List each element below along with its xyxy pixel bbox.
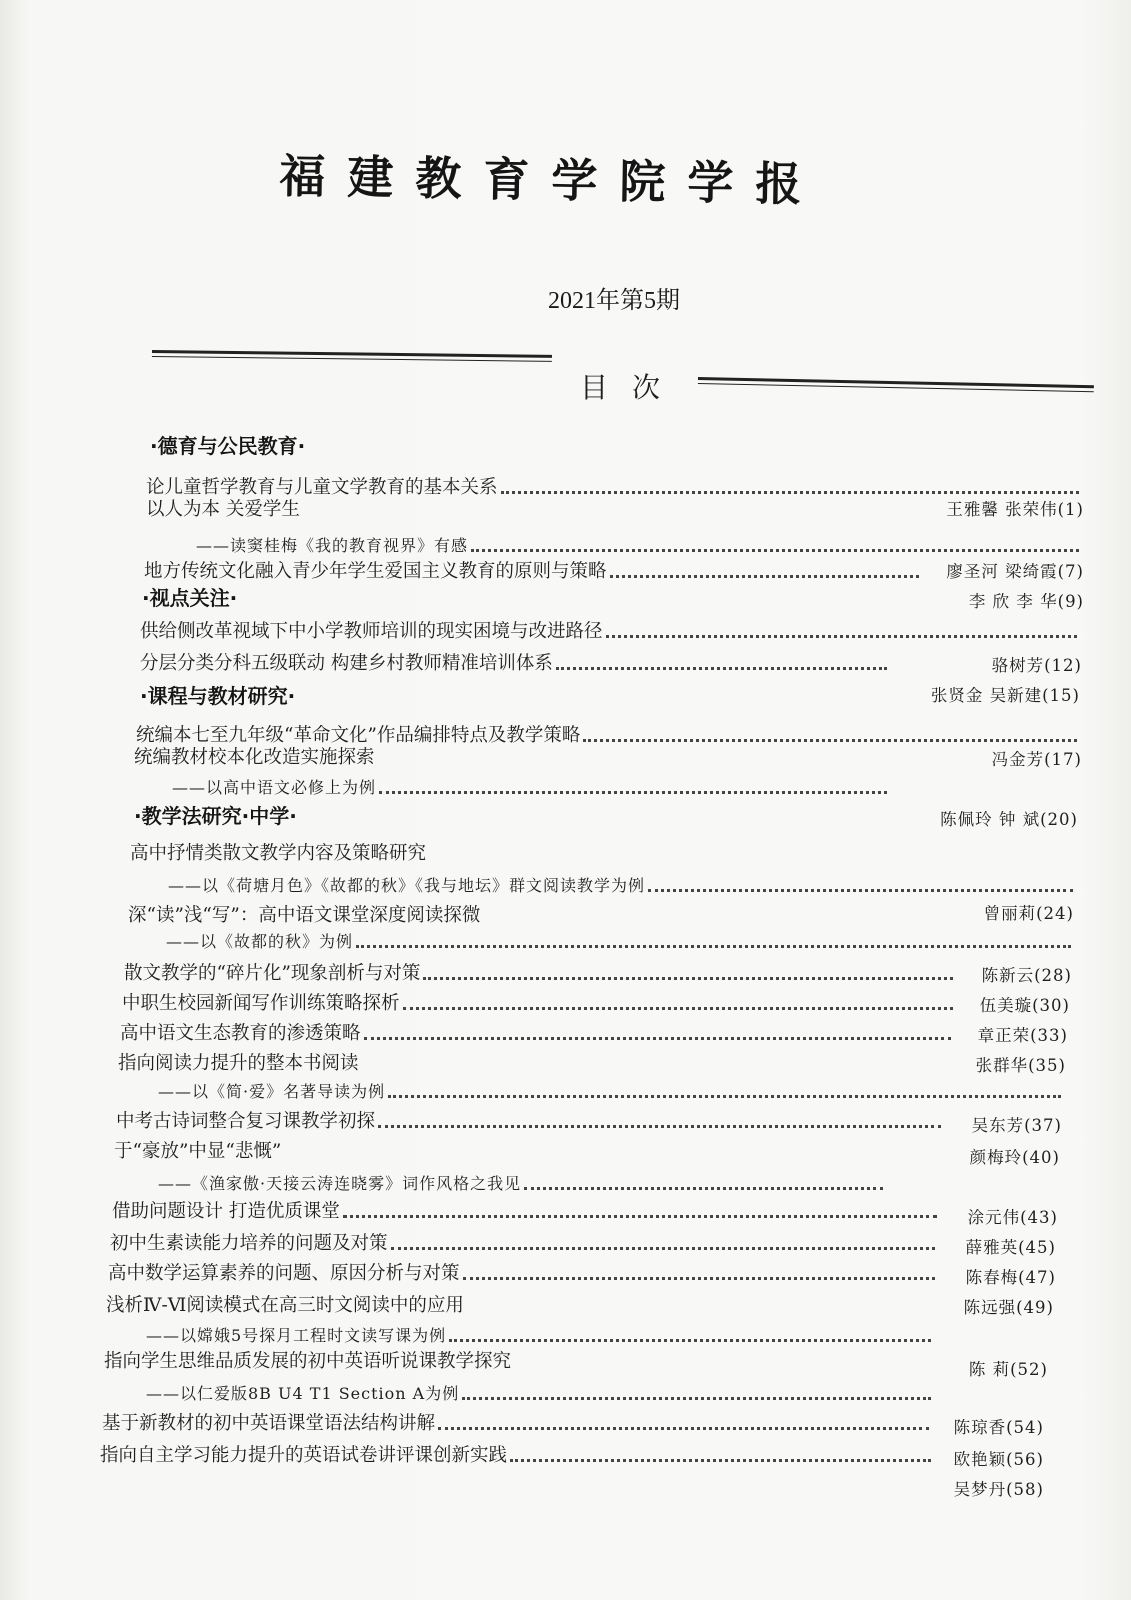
entry-title: 供给侧改革视域下中小学教师培训的现实困境与改进路径 xyxy=(140,621,603,642)
dot-leader xyxy=(510,1459,931,1462)
entry-author: 章正荣(33) xyxy=(977,1026,1068,1045)
dot-leader xyxy=(606,635,1077,638)
toc-entry[interactable] xyxy=(122,992,958,1016)
entry-author: 骆树芳(12) xyxy=(991,656,1082,675)
toc-entry-author xyxy=(140,684,1080,708)
entry-subtitle: ——以嫦娥5号探月工程时文读写课为例 xyxy=(146,1326,447,1345)
entry-author: 陈琼香(54) xyxy=(953,1418,1044,1437)
toc-entry[interactable] xyxy=(140,620,1082,644)
toc-entry[interactable] xyxy=(172,776,892,800)
section-heading: ·教学法研究·中学· xyxy=(134,804,297,828)
dot-leader xyxy=(403,1007,953,1010)
entry-author: 陈佩玲 钟 斌(20) xyxy=(940,810,1078,829)
dot-leader xyxy=(438,1427,929,1430)
entry-title[interactable]: 以人为本 关爱学生 xyxy=(146,499,300,520)
toc-entry[interactable] xyxy=(110,1232,940,1256)
dot-leader xyxy=(462,1397,931,1400)
entry-author: 陈春梅(47) xyxy=(965,1268,1056,1287)
toc-entry[interactable] xyxy=(100,1444,936,1468)
entry-subtitle: ——以《故都的秋》为例 xyxy=(166,932,354,951)
dot-leader xyxy=(388,1095,1061,1098)
toc-entry[interactable] xyxy=(168,874,1078,898)
entry-author: 薛雅英(45) xyxy=(965,1238,1056,1257)
entry-author: 张贤金 吴新建(15) xyxy=(930,686,1080,705)
entry-title: 基于新教材的初中英语课堂语法结构讲解 xyxy=(102,1413,436,1434)
entry-author: 欧艳颖(56) xyxy=(953,1450,1044,1469)
toc-entry[interactable] xyxy=(158,1080,1066,1104)
entry-author: 陈新云(28) xyxy=(981,966,1072,985)
entry-title: 地方传统文化融入青少年学生爱国主义教育的原则与策略 xyxy=(144,561,607,582)
entry-title: 统编本七至九年级“革命文化”作品编排特点及教学策略 xyxy=(136,725,581,746)
entry-author: 颜梅玲(40) xyxy=(969,1148,1060,1167)
toc-entry[interactable] xyxy=(146,1324,936,1348)
entry-author: 廖圣河 梁绮霞(7) xyxy=(946,562,1084,581)
entry-title: 中考古诗词整合复习课教学初探 xyxy=(116,1111,376,1132)
toc-entry[interactable] xyxy=(124,962,958,986)
toc-heading: 目次 xyxy=(580,371,685,404)
toc-entry[interactable] xyxy=(112,1200,942,1224)
toc-entry[interactable] xyxy=(144,560,924,584)
entry-title: 论儿童哲学教育与儿童文学教育的基本关系 xyxy=(146,477,498,498)
toc-entry-author xyxy=(134,808,1078,832)
entry-subtitle: ——《渔家傲·天接云涛连晓雾》词作风格之我见 xyxy=(158,1174,522,1193)
dot-leader xyxy=(610,575,919,578)
entry-author: 吴东芳(37) xyxy=(971,1116,1062,1135)
toc-entry[interactable] xyxy=(108,1262,940,1286)
entry-title: 高中语文生态教育的渗透策略 xyxy=(120,1023,361,1044)
dot-leader xyxy=(391,1247,935,1250)
entry-title[interactable]: 于“豪放”中显“悲慨” xyxy=(114,1141,282,1162)
dot-leader xyxy=(463,1277,935,1280)
heading-rule-right xyxy=(698,377,1094,392)
entry-author: 曾丽莉(24) xyxy=(983,904,1074,923)
dot-leader xyxy=(648,889,1073,892)
toc-entry[interactable] xyxy=(120,1022,956,1046)
toc-entry[interactable] xyxy=(166,930,1076,954)
section-heading: ·德育与公民教育· xyxy=(150,434,306,458)
dot-leader xyxy=(343,1215,937,1218)
toc-entry-author xyxy=(144,590,1084,614)
entry-title: 高中数学运算素养的问题、原因分析与对策 xyxy=(108,1263,460,1284)
entry-title: 散文教学的“碎片化”现象剖析与对策 xyxy=(124,963,421,984)
entry-author: 陈远强(49) xyxy=(963,1298,1054,1317)
entry-author: 王雅馨 张荣伟(1) xyxy=(946,500,1084,519)
dot-leader xyxy=(556,667,887,670)
entry-subtitle: ——读窦桂梅《我的教育视界》有感 xyxy=(196,536,469,555)
toc-entry[interactable] xyxy=(146,476,1084,500)
dot-leader xyxy=(449,1339,931,1342)
section-heading: ·视点关注· xyxy=(142,586,238,610)
dot-leader xyxy=(379,791,887,794)
entry-title: 指向自主学习能力提升的英语试卷讲评课创新实践 xyxy=(100,1445,508,1466)
entry-author: 李 欣 李 华(9) xyxy=(968,592,1084,611)
journal-title: 福建教育学院学报 xyxy=(279,148,824,212)
toc-entry[interactable] xyxy=(116,1110,946,1134)
entry-title[interactable]: 统编教材校本化改造实施探索 xyxy=(134,747,375,768)
dot-leader xyxy=(356,945,1071,948)
entry-title: 分层分类分科五级联动 构建乡村教师精准培训体系 xyxy=(140,653,553,674)
entry-subtitle: ——以《简·爱》名著导读为例 xyxy=(158,1082,386,1101)
entry-author: 涂元伟(43) xyxy=(967,1208,1058,1227)
entry-subtitle: ——以仁爱版8B U4 T1 Section A为例 xyxy=(146,1384,460,1403)
entry-title[interactable]: 深“读”浅“写”：高中语文课堂深度阅读探微 xyxy=(128,905,481,926)
entry-title: 初中生素读能力培养的问题及对策 xyxy=(110,1233,388,1254)
toc-entry[interactable] xyxy=(196,534,1084,558)
section-heading: ·课程与教材研究· xyxy=(140,684,296,708)
entry-author: 伍美璇(30) xyxy=(979,996,1070,1015)
entry-author: 陈 莉(52) xyxy=(968,1360,1048,1379)
toc-entry[interactable] xyxy=(102,1412,934,1436)
toc-entry[interactable] xyxy=(136,724,1082,748)
toc-entry[interactable] xyxy=(140,652,892,676)
dot-leader xyxy=(471,549,1079,552)
entry-author: 张群华(35) xyxy=(975,1056,1066,1075)
toc-entry[interactable] xyxy=(146,1382,936,1406)
dot-leader xyxy=(583,739,1077,742)
toc-entry[interactable] xyxy=(158,1172,888,1196)
issue-number: 2021年第5期 xyxy=(548,288,680,314)
entry-title[interactable]: 高中抒情类散文教学内容及策略研究 xyxy=(130,843,427,864)
dot-leader xyxy=(378,1125,941,1128)
entry-title[interactable]: 指向阅读力提升的整本书阅读 xyxy=(118,1053,359,1074)
dot-leader xyxy=(364,1037,951,1040)
entry-author: 冯金芳(17) xyxy=(991,750,1082,769)
entry-title[interactable]: 指向学生思维品质发展的初中英语听说课教学探究 xyxy=(104,1351,512,1372)
entry-title[interactable]: 浅析Ⅳ-Ⅵ阅读模式在高三时文阅读中的应用 xyxy=(106,1295,464,1316)
entry-author: 吴梦丹(58) xyxy=(953,1480,1044,1499)
entry-subtitle: ——以《荷塘月色》《故都的秋》《我与地坛》群文阅读教学为例 xyxy=(168,876,646,895)
dot-leader xyxy=(423,977,953,980)
entry-title: 借助问题设计 打造优质课堂 xyxy=(112,1201,340,1222)
entry-subtitle: ——以高中语文必修上为例 xyxy=(172,778,377,797)
dot-leader xyxy=(501,491,1079,494)
entry-title: 中职生校园新闻写作训练策略探析 xyxy=(122,993,400,1014)
toc-entry-author xyxy=(100,1478,1044,1502)
dot-leader xyxy=(524,1187,883,1190)
heading-rule-left xyxy=(152,350,552,362)
